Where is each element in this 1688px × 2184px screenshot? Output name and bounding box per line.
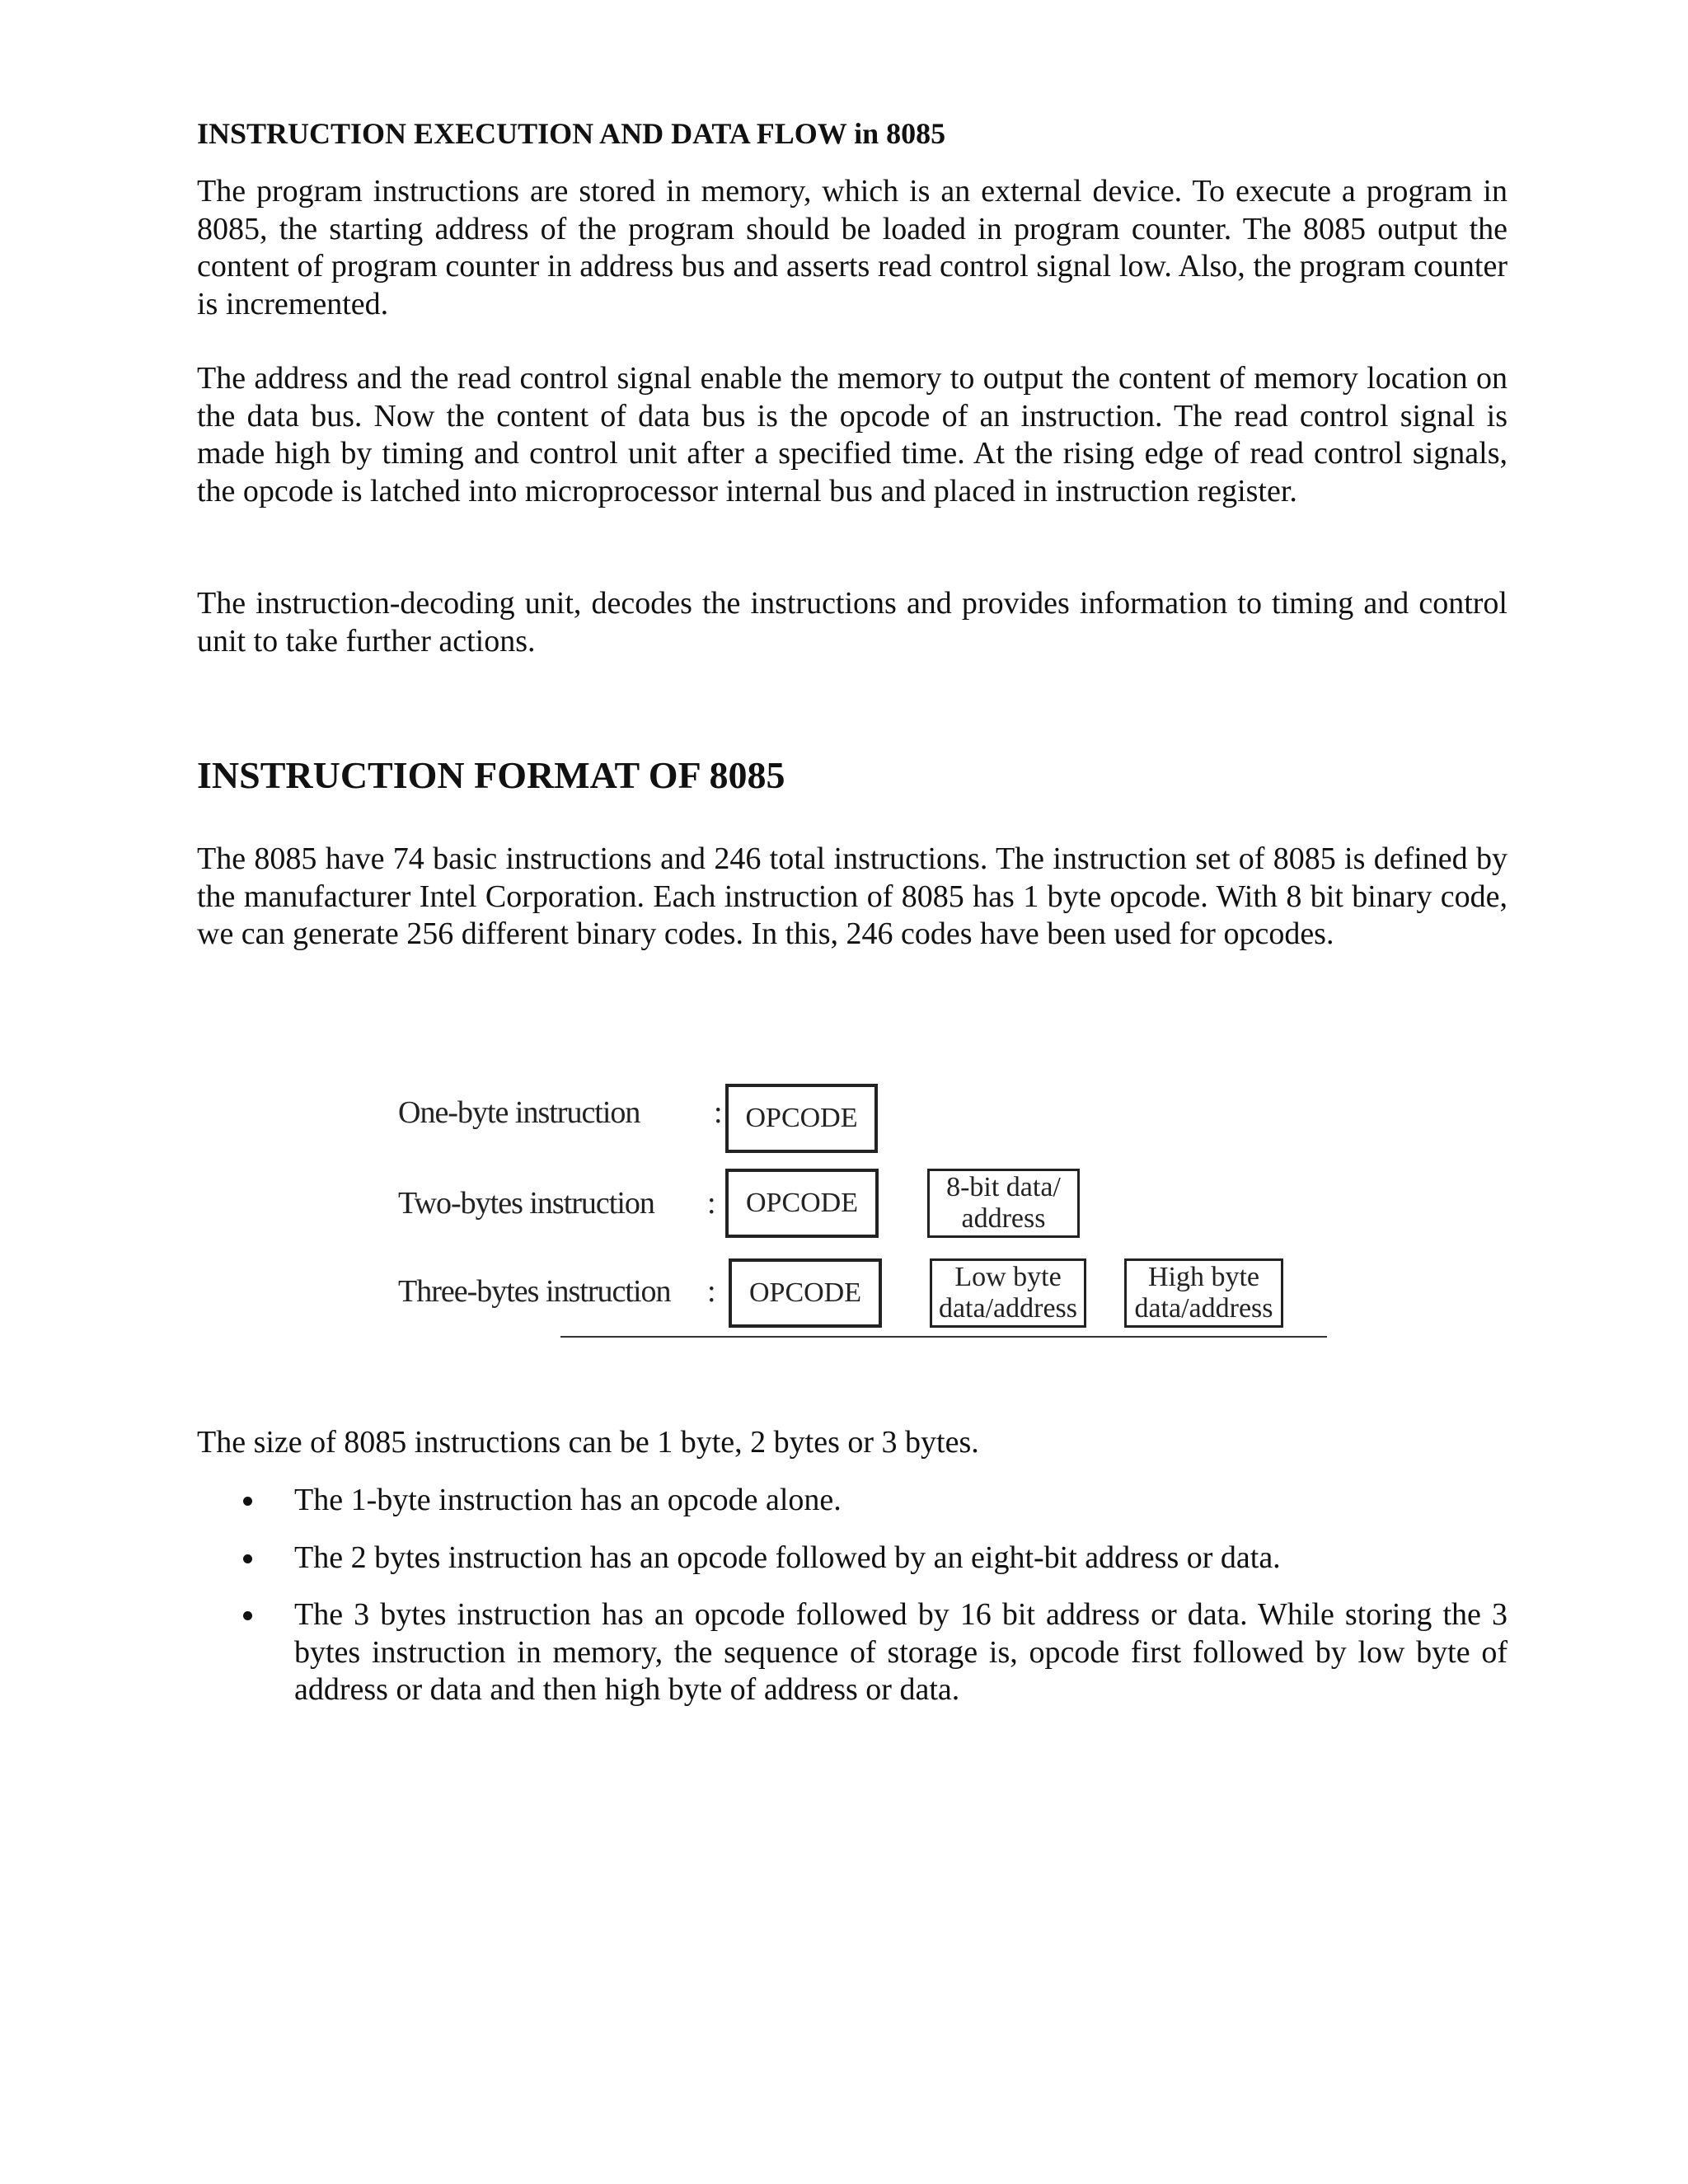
data-address-box: 8-bit data/ address	[927, 1169, 1080, 1238]
opcode-box: OPCODE	[725, 1084, 878, 1153]
high-byte-box: High byte data/address	[1124, 1258, 1283, 1328]
section-heading-execution: INSTRUCTION EXECUTION AND DATA FLOW in 8085	[197, 117, 946, 150]
list-item	[197, 1540, 1507, 1577]
opcode-box: OPCODE	[725, 1169, 879, 1238]
diagram-label-three-bytes: Three-bytes instruction	[398, 1274, 671, 1309]
section-heading-format: INSTRUCTION FORMAT OF 8085	[197, 754, 785, 796]
low-byte-box: Low byte data/address	[930, 1258, 1086, 1328]
list-item-text: The 2 bytes instruction has an opcode followed by an eight-bit address or data.	[294, 1540, 1281, 1575]
bullet-dot-icon	[243, 1497, 252, 1506]
list-item-text: The 1-byte instruction has an opcode alone.	[294, 1483, 842, 1517]
diagram-label-one-byte: One-byte instruction	[398, 1095, 640, 1130]
diagram-colon: :	[714, 1095, 723, 1130]
list-item	[197, 1596, 1507, 1709]
paragraph-execution-3: The instruction-decoding unit, decodes the instructions and provides information to timing and control unit to take further actions.	[197, 586, 1507, 658]
paragraph-size-intro: The size of 8085 instructions can be 1 byte, 2 bytes or 3 bytes.	[197, 1425, 979, 1460]
bullet-dot-icon	[243, 1611, 252, 1620]
paragraph-execution-1: The program instructions are stored in memory, which is an external device. To execute a program in 8085, the starting address of the program should be loaded in program counter. The 8085 output the content of program counter in address bus and asserts read control signal low. Also, the program counter is incremented.	[197, 174, 1507, 321]
diagram-baseline-divider	[560, 1336, 1327, 1338]
list-item-text: The 3 bytes instruction has an opcode followed by 16 bit address or data. While storing the 3 bytes instruction in memory, the sequence of storage is, opcode first followed by low byte of address or data and then high byte of address or data.	[294, 1597, 1507, 1707]
diagram-colon: :	[707, 1274, 716, 1309]
paragraph-format-1: The 8085 have 74 basic instructions and 246 total instructions. The instruction set of 8085 is defined by the manufacturer Intel Corporation. Each instruction of 8085 has 1 byte opcode. With 8 bit binary code, we can generate 256 different binary codes. In this, 246 codes have been used for opcodes.	[197, 841, 1507, 951]
diagram-label-two-bytes: Two-bytes instruction	[398, 1186, 654, 1221]
opcode-box: OPCODE	[729, 1258, 882, 1328]
bullet-dot-icon	[243, 1554, 252, 1563]
bullet-list	[197, 1482, 1507, 1729]
paragraph-execution-2: The address and the read control signal enable the memory to output the content of memory location on the data bus. Now the content of data bus is the opcode of an instruction. The read control signal is made high by timing and control unit after a specified time. At the rising edge of read control signals, the opcode is latched into microprocessor internal bus and placed in instruction register.	[197, 361, 1507, 509]
diagram-colon: :	[707, 1186, 716, 1221]
list-item	[197, 1482, 1507, 1520]
